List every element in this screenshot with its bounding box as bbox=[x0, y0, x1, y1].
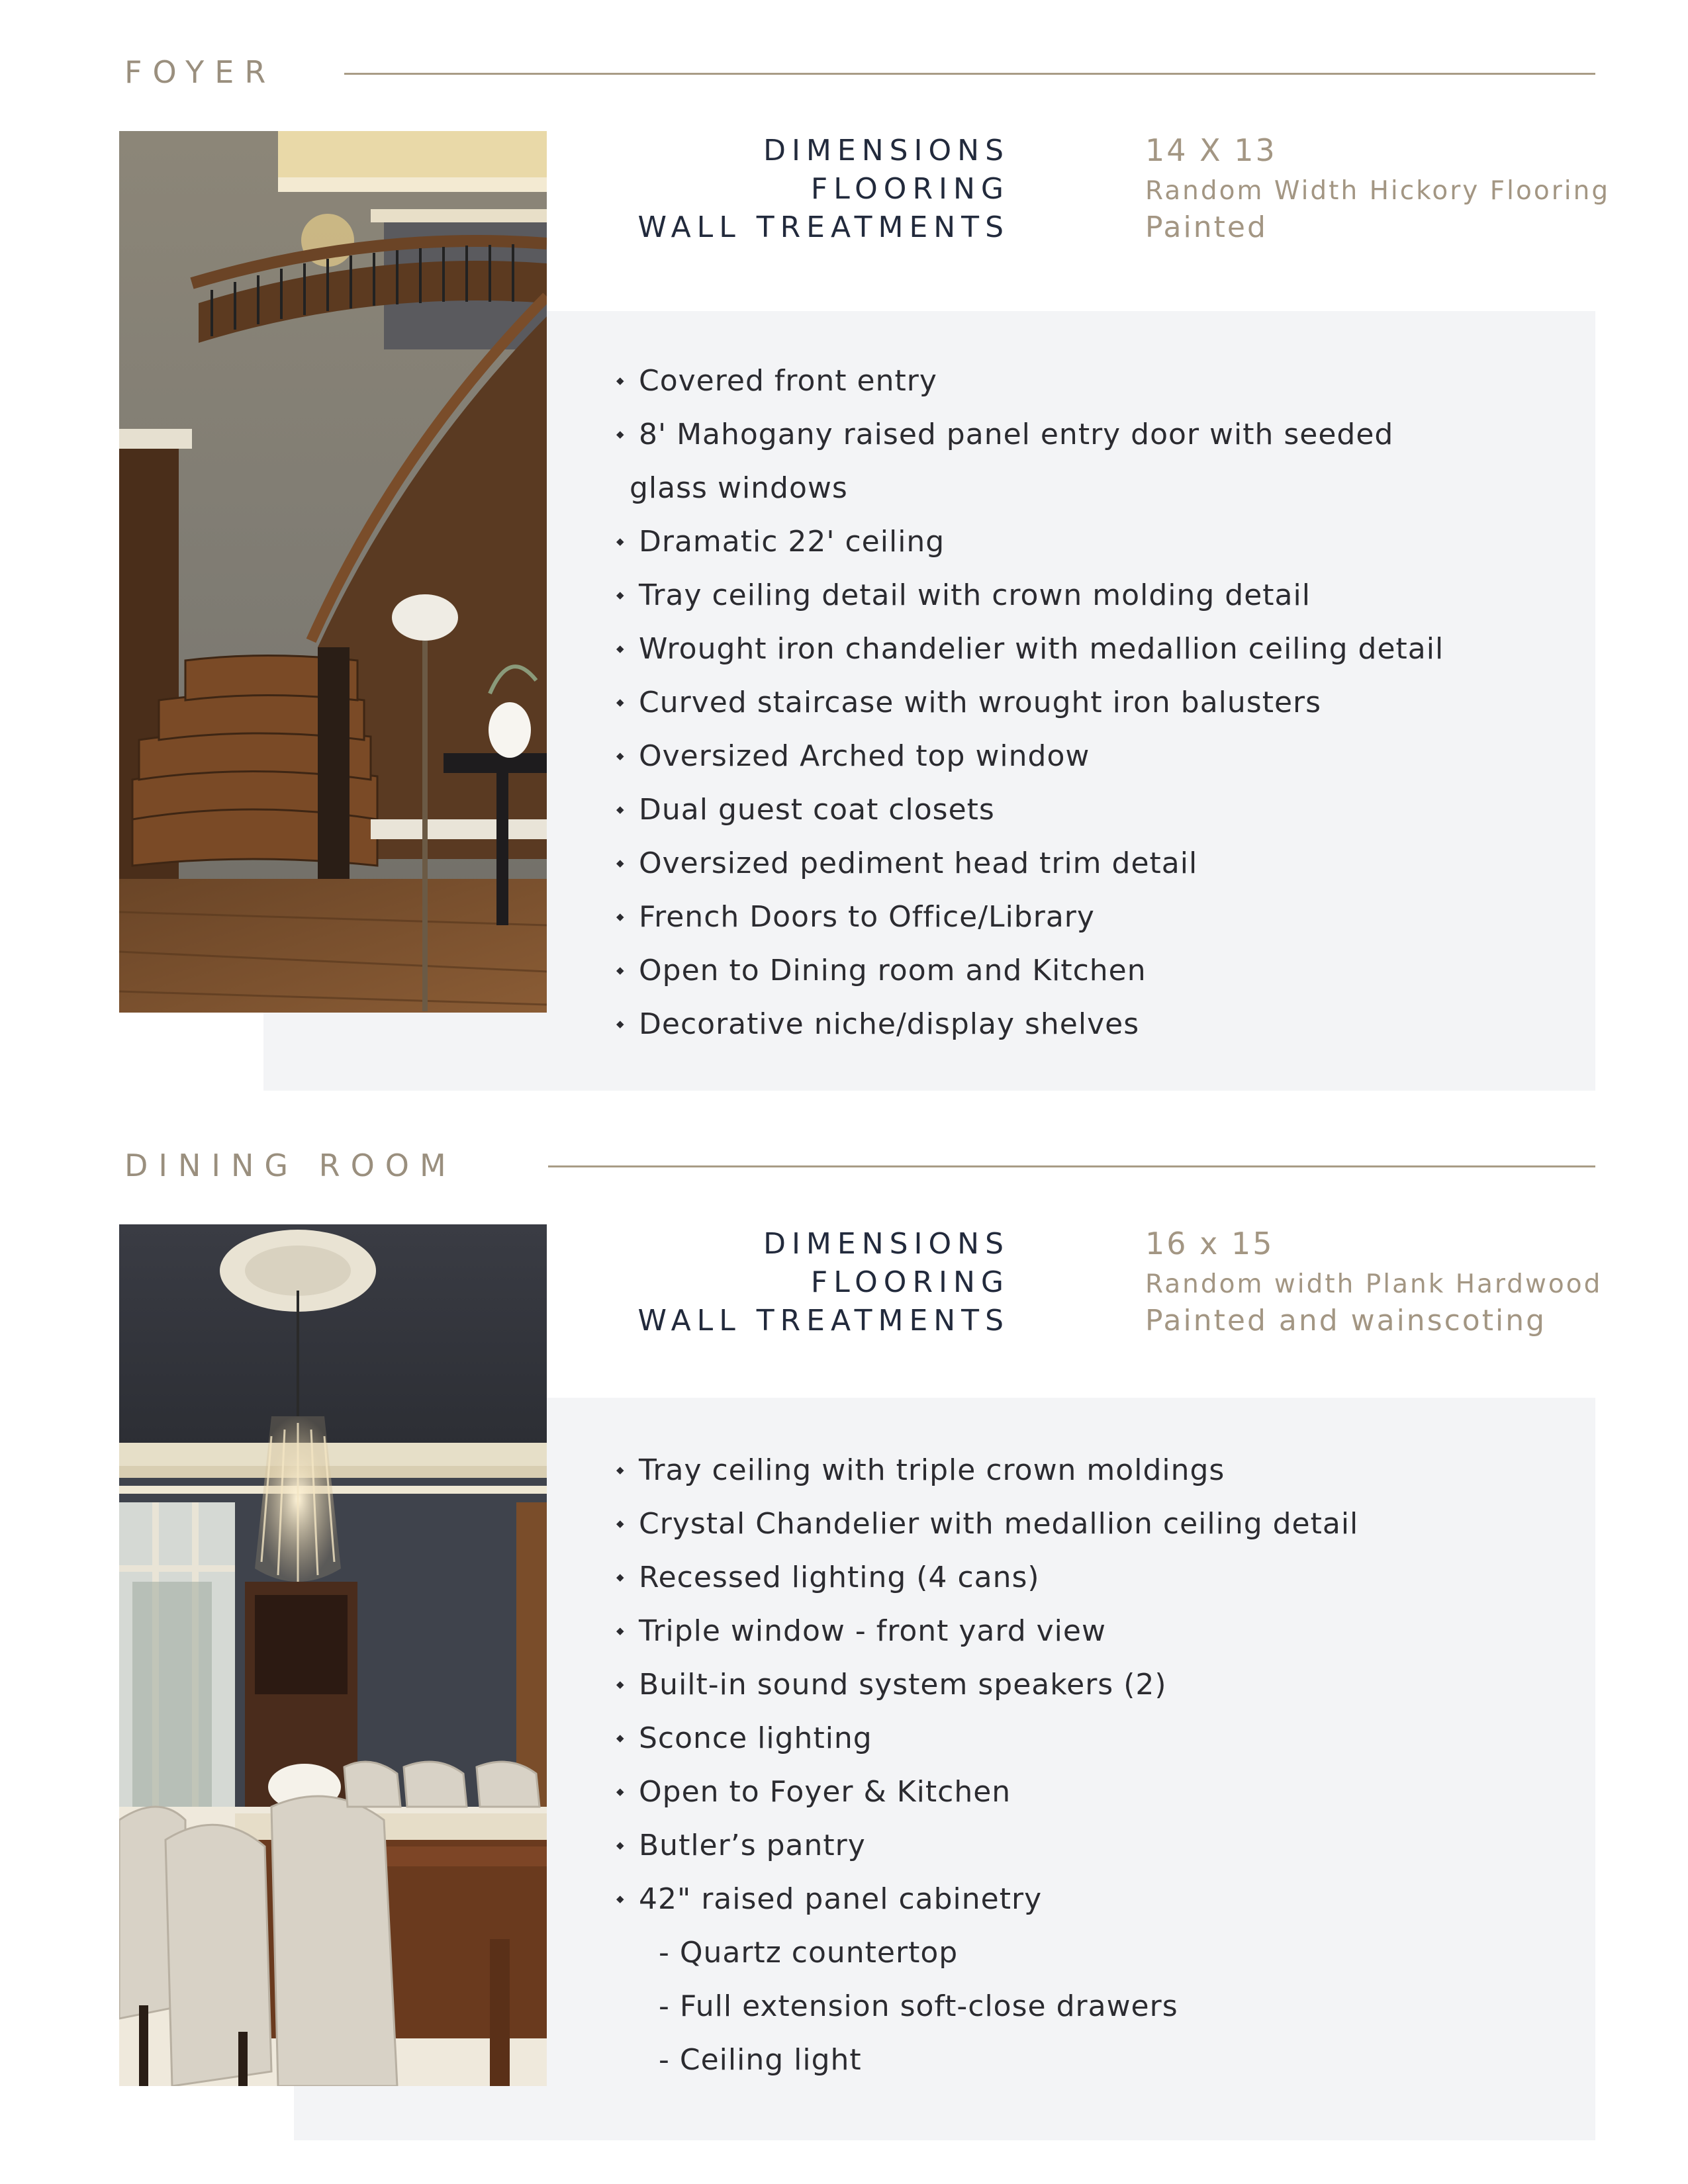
dining-room-photo bbox=[119, 1224, 547, 2086]
section-title-foyer: FOYER bbox=[124, 54, 277, 90]
list-item: ◆ Sconce lighting bbox=[614, 1711, 1358, 1765]
dimensions-value: 14 X 13 bbox=[1145, 132, 1277, 168]
sub-list-item: - Ceiling light bbox=[659, 2043, 862, 2077]
list-item: ◆ Recessed lighting (4 cans) bbox=[614, 1551, 1358, 1604]
section-divider bbox=[548, 1165, 1595, 1167]
spec-row-flooring bbox=[569, 1257, 1655, 1297]
list-item: ◆ Curved staircase with wrought iron balusters bbox=[614, 676, 1444, 729]
flooring-value: Random width Plank Hardwood bbox=[1145, 1269, 1603, 1299]
list-item: ◆ Open to Dining room and Kitchen bbox=[614, 944, 1444, 997]
dimensions-value: 16 x 15 bbox=[1145, 1226, 1274, 1261]
wall-treatments-value: Painted and wainscoting bbox=[1145, 1304, 1547, 1338]
list-item: ◆ Dramatic 22' ceiling bbox=[614, 515, 1444, 569]
section-divider bbox=[344, 73, 1595, 75]
list-item: ◆ Oversized pediment head trim detail bbox=[614, 837, 1444, 890]
list-item: ◆ Wrought iron chandelier with medallion ceiling detail bbox=[614, 622, 1444, 676]
spec-row-flooring bbox=[569, 164, 1655, 204]
list-item: ◆ 42" raised panel cabinetry bbox=[614, 1872, 1358, 1926]
wall-treatments-label: WALL TREATMENTS bbox=[637, 1304, 1009, 1338]
spec-row-wall-treatments bbox=[569, 203, 1655, 242]
wall-treatments-value: Painted bbox=[1145, 210, 1268, 244]
dining-room-features-list bbox=[614, 1443, 1358, 2087]
spec-row-dimensions bbox=[569, 1219, 1655, 1259]
foyer-staircase-photo bbox=[119, 131, 547, 1013]
section-title-dining-room: DINING ROOM bbox=[124, 1148, 457, 1183]
list-item: ◆ Decorative niche/display shelves bbox=[614, 997, 1444, 1051]
sub-list-item: - Quartz countertop bbox=[659, 1936, 959, 1970]
list-item: ◆ Built-in sound system speakers (2) bbox=[614, 1658, 1358, 1711]
flooring-value: Random Width Hickory Flooring bbox=[1145, 176, 1611, 206]
list-item: ◆ Open to Foyer & Kitchen bbox=[614, 1765, 1358, 1819]
spec-row-wall-treatments bbox=[569, 1296, 1655, 1336]
foyer-features-list bbox=[614, 354, 1444, 1051]
list-item: ◆ Tray ceiling detail with crown molding detail bbox=[614, 569, 1444, 622]
list-item: ◆ French Doors to Office/Library bbox=[614, 890, 1444, 944]
list-item: ◆ Oversized Arched top window bbox=[614, 729, 1444, 783]
list-item: ◆ Dual guest coat closets bbox=[614, 783, 1444, 837]
list-item: ◆ Triple window - front yard view bbox=[614, 1604, 1358, 1658]
list-item: ◆ Covered front entry bbox=[614, 354, 1444, 408]
list-item: ◆ Crystal Chandelier with medallion ceiling detail bbox=[614, 1497, 1358, 1551]
dimensions-label: DIMENSIONS bbox=[763, 1227, 1009, 1261]
list-item: ◆ Butler’s pantry bbox=[614, 1819, 1358, 1872]
wall-treatments-label: WALL TREATMENTS bbox=[637, 210, 1009, 244]
spec-row-dimensions bbox=[569, 126, 1655, 168]
list-item: ◆ 8' Mahogany raised panel entry door with seeded bbox=[614, 408, 1444, 461]
flooring-label: FLOORING bbox=[810, 172, 1009, 206]
list-item-continuation: glass windows bbox=[630, 471, 848, 505]
dimensions-label: DIMENSIONS bbox=[763, 134, 1009, 167]
sub-list-item: - Full extension soft-close drawers bbox=[659, 1989, 1178, 2023]
list-item: ◆ Tray ceiling with triple crown moldings bbox=[614, 1443, 1358, 1497]
flooring-label: FLOORING bbox=[810, 1265, 1009, 1299]
